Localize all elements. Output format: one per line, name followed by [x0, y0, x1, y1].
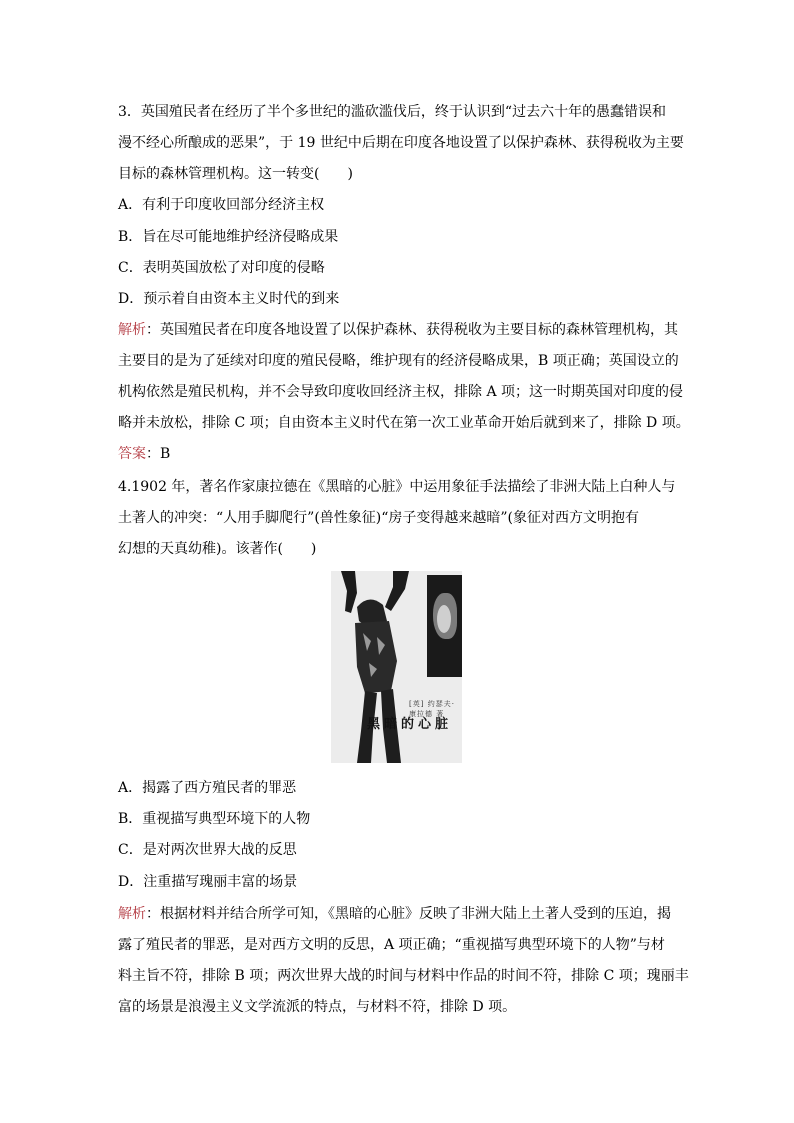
q3-answer-value: ：B	[146, 446, 171, 462]
cover-title: 黑暗的心脏	[367, 717, 453, 732]
q4-analysis-line-3: 料主旨不符，排除 B 项；两次世界大战的时间与材料中作品的时间不符，排除 C 项；瑰丽丰	[118, 968, 689, 984]
q3-stem-line-2: 漫不经心所酿成的恶果”，于 19 世纪中后期在印度各地设置了以保护森林、获得税收为主要	[118, 135, 684, 151]
q3-analysis-line-3: 机构依然是殖民机构，并不会导致印度收回经济主权，排除 A 项；这一时期英国对印度的侵	[118, 384, 684, 400]
q3-stem-line-3: 目标的森林管理机构。这一转变( )	[118, 166, 353, 182]
q3-option-c: C．表明英国放松了对印度的侵略	[118, 260, 325, 276]
author-photo	[427, 575, 462, 677]
q4-option-a: A．揭露了西方殖民者的罪恶	[118, 780, 297, 796]
cover-publisher-mark: [英]	[409, 700, 425, 708]
q3-analysis-label: 解析	[118, 322, 146, 338]
q4-option-b: B．重视描写典型环境下的人物	[118, 811, 311, 827]
q4-analysis-text-1: ：根据材料并结合所学可知，《黑暗的心脏》反映了非洲大陆上土著人受到的压迫，揭	[146, 906, 671, 922]
q3-answer-line	[118, 444, 170, 464]
q3-option-b: B．旨在尽可能地维护经济侵略成果	[118, 229, 339, 245]
q4-analysis-line-1	[118, 904, 671, 924]
q4-option-d: D．注重描写瑰丽丰富的场景	[118, 874, 298, 890]
q4-analysis-line-2: 露了殖民者的罪恶，是对西方文明的反思，A 项正确；“重视描写典型环境下的人物”与材	[118, 937, 665, 953]
q3-answer-label: 答案	[118, 446, 146, 462]
q3-stem-line-1: 3．英国殖民者在经历了半个多世纪的滥砍滥伐后，终于认识到“过去六十年的愚蠢错误和	[118, 104, 667, 120]
q4-option-c: C．是对两次世界大战的反思	[118, 842, 297, 858]
q3-analysis-line-1	[118, 320, 678, 340]
book-cover-image	[331, 571, 462, 763]
q4-stem-line-2: 土著人的冲突：“人用手脚爬行”(兽性象征)“房子变得越来越暗”(象征对西方文明抱有	[118, 510, 640, 526]
q4-analysis-label: 解析	[118, 906, 146, 922]
q3-analysis-line-2: 主要目的是为了延续对印度的殖民侵略，维护现有的经济侵略成果，B 项正确；英国设立的	[118, 353, 679, 369]
q3-option-a: A．有利于印度收回部分经济主权	[118, 197, 325, 213]
cover-author: 约瑟夫·康拉德 著	[409, 700, 455, 718]
q4-analysis-line-4: 富的场景是浪漫主义文学流派的特点，与材料不符，排除 D 项。	[118, 999, 517, 1015]
q4-stem-line-3: 幻想的天真幼稚)。该著作( )	[118, 541, 317, 557]
q3-option-d: D．预示着自由资本主义时代的到来	[118, 291, 340, 307]
q3-analysis-line-4: 略并未放松，排除 C 项；自由资本主义时代在第一次工业革命开始后就到来了，排除 D 项。	[118, 415, 690, 431]
q3-analysis-text-1: ：英国殖民者在印度各地设置了以保护森林、获得税收为主要目标的森林管理机构，其	[146, 322, 678, 338]
q4-stem-line-1: 4.1902 年，著名作家康拉德在《黑暗的心脏》中运用象征手法描绘了非洲大陆上白种人与	[118, 479, 676, 495]
